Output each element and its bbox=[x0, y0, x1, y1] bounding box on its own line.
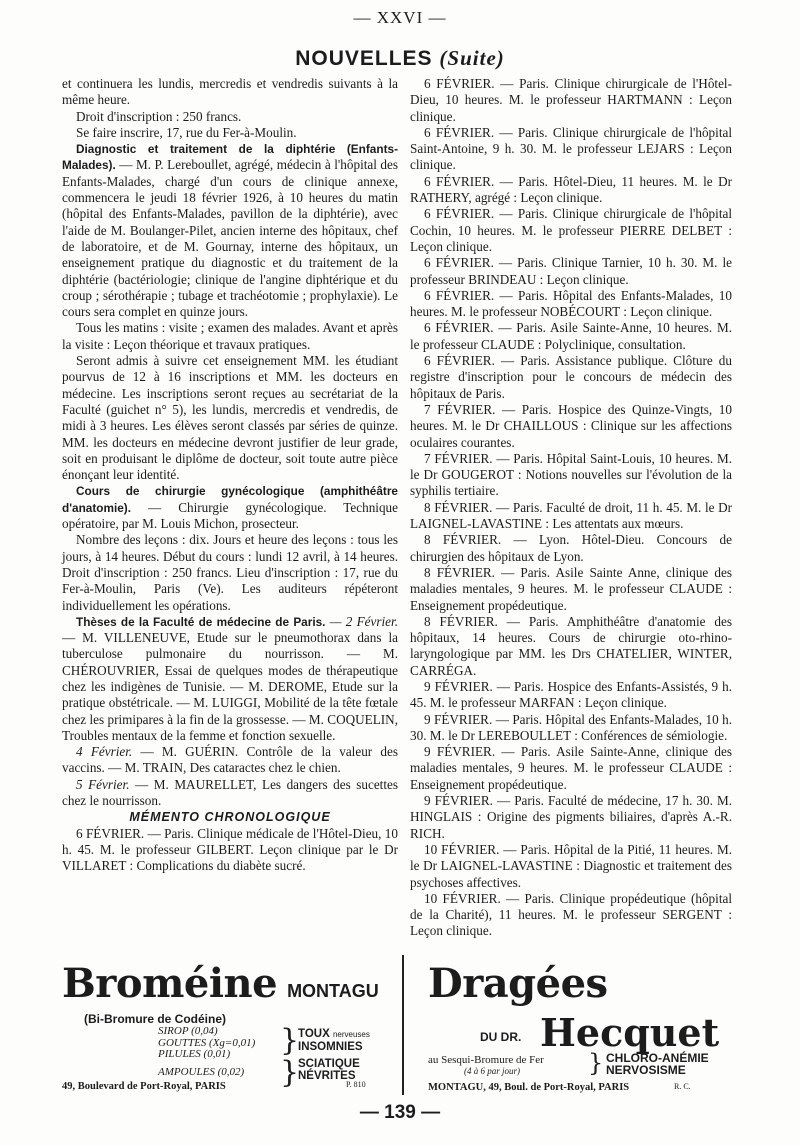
brace-icon: } bbox=[280, 1023, 300, 1058]
article-heading: Diagnostic et traitement de la diphtérie (Enfants-Malades). bbox=[62, 142, 398, 173]
paragraph: Se faire inscrire, 17, rue du Fer-à-Moulin. bbox=[76, 124, 297, 140]
memento-entry: 6 FÉVRIER. — Paris. Hôtel-Dieu, 11 heures. M. le Dr RATHERY, agrégé : Leçon clinique. bbox=[410, 173, 732, 206]
ad-indication-text: NERVOSISME bbox=[606, 1063, 686, 1077]
memento-entry: 8 FÉVRIER. — Paris. Amphithéâtre d'anatomie des hôpitaux, 14 heures. Cours de chirurgie oto-rhino-laryngologique par MM. les Drs CHATELIER, WINTER, CARRÉGA. bbox=[410, 613, 732, 678]
paragraph bbox=[62, 777, 398, 810]
ad-indication bbox=[606, 1052, 709, 1076]
memento-entry: 7 FÉVRIER. — Paris. Hospice des Quinze-Vingts, 10 heures. M. le Dr CHAILLOUS : Clinique sur les affections oculaires courantes. bbox=[410, 401, 732, 450]
ad-form: SIROP (0,04) bbox=[158, 1025, 218, 1037]
page-number: — 139 — bbox=[359, 1102, 441, 1123]
ad-indication bbox=[298, 1028, 370, 1053]
memento-entry: 8 FÉVRIER. — Paris. Asile Sainte Anne, clinique des maladies mentales, 9 heures. M. le professeur CLAUDE : Enseignement propédeutique. bbox=[410, 564, 732, 613]
ad-dosage-forms bbox=[158, 1026, 255, 1078]
ad-indication-text: INSOMNIES bbox=[298, 1041, 363, 1053]
article-text: — M. MAURELLET, Les dangers des sucettes chez le nourrisson. bbox=[62, 776, 398, 809]
article-text: — M. VILLENEUVE, Etude sur le pneumothorax dans la tuberculose pulmonaire du nourrisson. — M. CHÉROUVRIER, Essai de quelques modes de thérapeutique chez les indigènes de Tunisie. — M. DEROME, Etude sur la pratique obstétricale. — M. LUIGGI, Mobilité de la tête fœtale chez les primipares à la fin de la grossesse. — M. COQUELIN, Troubles mentaux de la femme et fonction sexuelle. bbox=[62, 630, 398, 743]
thesis-date: 4 Février. bbox=[76, 744, 133, 760]
article-gynecology bbox=[62, 483, 398, 532]
ad-reference: R. C. bbox=[674, 1082, 691, 1091]
ad-subtitle: (Bi-Bromure de Codéine) bbox=[84, 1012, 227, 1026]
memento-entry: 9 FÉVRIER. — Paris. Asile Sainte-Anne, clinique des maladies mentales, 9 heures. M. le professeur CLAUDE : Enseignement propédeutique. bbox=[410, 744, 732, 792]
article-diphtheria bbox=[62, 141, 398, 320]
ad-dose: (4 à 6 par jour) bbox=[464, 1066, 520, 1076]
article-heading: Cours de chirurgie gynécologique (amphithéâtre d'anatomie). bbox=[62, 484, 398, 515]
ad-indication-text: SCIATIQUE bbox=[298, 1058, 360, 1070]
ad-indication-text: TOUX bbox=[298, 1028, 330, 1040]
memento-entry: 8 FÉVRIER. — Paris. Faculté de droit, 11 h. 45. M. le Dr LAIGNEL-LAVASTINE : Les attentats aux mœurs. bbox=[410, 499, 732, 532]
memento-entry: 10 FÉVRIER. — Paris. Hôpital de la Pitié, 11 heures. M. le Dr LAIGNEL-LAVASTINE : Diagnostic et traitement des psychoses affectives. bbox=[410, 841, 732, 890]
memento-entry: 10 FÉVRIER. — Paris. Clinique propédeutique (hôpital de la Charité), 11 heures. M. le professeur SERGENT : Leçon clinique. bbox=[410, 890, 732, 939]
memento-heading: MÉMENTO CHRONOLOGIQUE bbox=[129, 810, 331, 825]
ad-form: AMPOULES (0,02) bbox=[158, 1065, 245, 1078]
article-text: — M. P. Lereboullet, agrégé, médecin à l'hôpital des Enfants-Malades, chargé d'un cours de clinique annexe, commencera le jeudi 18 février 1926, à 10 heures du matin (hôpital des Enfants-Malades, pavillon de la diphtérie), avec l'aide de M. Boulanger-Pilet, ancien interne des hôpitaux, chef de laboratoire, et de M. Gournay, interne des hôpitaux, un enseignement pratique du diagnostic et du traitement de la diphtérie (bactériologie; clinique de l'angine diphtérique et du croup ; sérothérapie ; tubage et trachéotomie ; prophylaxie). Le cours sera complet en quinze jours. bbox=[62, 157, 398, 320]
brace-icon: } bbox=[280, 1055, 300, 1090]
memento-entry: 6 FÉVRIER. — Paris. Clinique médicale de l'Hôtel-Dieu, 10 h. 45. M. le professeur GILBERT. Leçon clinique par le Dr VILLARET : Complications du diabète sucré. bbox=[62, 825, 398, 874]
right-column bbox=[410, 76, 732, 940]
ad-indication bbox=[298, 1058, 360, 1082]
ad-address: MONTAGU, 49, Boul. de Port-Royal, PARIS bbox=[428, 1082, 630, 1093]
memento-entry: 7 FÉVRIER. — Paris. Hôpital Saint-Louis, 10 heures. M. le Dr GOUGEROT : Notions nouvelles sur l'évolution de la syphilis tertiaire. bbox=[410, 450, 732, 499]
paragraph bbox=[62, 744, 398, 777]
ad-indication-note: nerveuses bbox=[332, 1030, 370, 1039]
ad-indication-text: CHLORO-ANÉMIE bbox=[606, 1051, 709, 1065]
paragraph: Tous les matins : visite ; examen des malades. Avant et après la visite : Leçon théorique et travaux pratiques. bbox=[62, 320, 398, 352]
section-title-suffix: (Suite) bbox=[439, 46, 505, 70]
article-text: — M. GUÉRIN. Contrôle de la valeur des vaccins. — M. TRAIN, Des cataractes chez le chien. bbox=[62, 744, 398, 776]
ad-maker-name: Hecquet bbox=[540, 1010, 720, 1055]
memento-entry: 6 FÉVRIER. — Paris. Clinique Tarnier, 10 h. 30. M. le professeur BRINDEAU : Leçon clinique. bbox=[410, 255, 732, 287]
memento-entry: 6 FÉVRIER. — Paris. Clinique chirurgicale de l'Hôtel-Dieu, 10 heures. M. le professeur HARTMANN : Leçon clinique. bbox=[410, 76, 732, 124]
paragraph: Seront admis à suivre cet enseignement MM. les étudiant pourvus de 12 à 16 inscriptions et MM. les docteurs en médecine. Les inscriptions seront reçues au secrétariat de la Faculté (guichet n° 5), les lundis, mercredis et vendredis, de midi à 3 heures. Les élèves seront classés par séries de quinze. MM. les docteurs en médecine devront justifier de leur grade, soit en produisant le diplôme de docteur, soit toute autre pièce énonçant leur identité. bbox=[62, 353, 398, 483]
paragraph: et continuera les lundis, mercredis et vendredis suivants à la même heure. bbox=[62, 76, 398, 108]
ad-maker-line bbox=[428, 1010, 728, 1054]
section-title: NOUVELLES bbox=[295, 47, 433, 70]
thesis-date: 5 Février. bbox=[76, 776, 130, 792]
memento-entry: 6 FÉVRIER. — Paris. Hôpital des Enfants-Malades, 10 heures. M. le professeur NOBÉCOURT : Leçon clinique. bbox=[410, 287, 732, 320]
memento-entry: 9 FÉVRIER. — Paris. Hospice des Enfants-Assistés, 9 h. 45. M. le professeur MARFAN : Leçon clinique. bbox=[410, 678, 732, 711]
memento-entry: 6 FÉVRIER. — Paris. Asile Sainte-Anne, 10 heures. M. le professeur CLAUDE : Polyclinique, consultation. bbox=[410, 320, 732, 352]
article-text: — Chirurgie gynécologique. Technique opératoire, par M. Louis Michon, prosecteur. bbox=[62, 499, 398, 532]
ad-address: 49, Boulevard de Port-Royal, PARIS bbox=[62, 1081, 226, 1092]
memento-entry: 6 FÉVRIER. — Paris. Clinique chirurgicale de l'hôpital Cochin, 10 heures. M. le professeur PIERRE DELBET : Leçon clinique. bbox=[410, 206, 732, 254]
thesis-date: — 2 Février. bbox=[329, 613, 398, 629]
ad-brand: MONTAGU bbox=[287, 981, 379, 1001]
advertisement-bromeine bbox=[62, 962, 388, 1097]
ad-form: PILULES (0,01) bbox=[158, 1048, 231, 1060]
ad-du: DU DR. bbox=[480, 1030, 522, 1044]
article-theses bbox=[62, 614, 398, 744]
paragraph: Droit d'inscription : 250 francs. bbox=[76, 108, 242, 124]
paragraph: Nombre des leçons : dix. Jours et heure des leçons : tous les jours, à 14 heures. Début du cours : lundi 12 avril, à 14 heures. Droit d'inscription : 250 francs. Lieu d'inscription : 17, rue du Fer-à-Moulin, Paris (Ve). Les auditeurs répéteront individuellement les opérations. bbox=[62, 532, 398, 613]
memento-entry: 9 FÉVRIER. — Paris. Faculté de médecine, 17 h. 30. M. HINGLAIS : Origine des pigments biliaires, d'après A.-R. RICH. bbox=[410, 793, 732, 841]
left-column bbox=[62, 76, 398, 875]
ad-indication-text: NÉVRITES bbox=[298, 1070, 356, 1082]
page-roman-number: — XXVI — bbox=[353, 8, 447, 27]
ad-product-name: Broméine bbox=[62, 960, 278, 1007]
memento-entry: 9 FÉVRIER. — Paris. Hôpital des Enfants-Malades, 10 h. 30. M. le Dr LEREBOULLET : Conférences de sémiologie. bbox=[410, 711, 732, 743]
page-title bbox=[0, 46, 800, 71]
ad-divider bbox=[402, 955, 404, 1095]
ad-reference: P. 810 bbox=[346, 1080, 366, 1089]
ad-product-name: Dragées bbox=[428, 960, 608, 1007]
memento-entry: 6 FÉVRIER. — Paris. Clinique chirurgicale de l'hôpital Saint-Antoine, 9 h. 30. M. le professeur LEJARS : Leçon clinique. bbox=[410, 124, 732, 173]
advertisement-hecquet bbox=[428, 962, 728, 1097]
brace-icon: } bbox=[588, 1049, 604, 1077]
memento-entry: 6 FÉVRIER. — Paris. Assistance publique. Clôture du registre d'inscription pour le concours de médecin des hôpitaux de Paris. bbox=[410, 353, 732, 401]
ad-composition: au Sesqui-Bromure de Fer bbox=[428, 1054, 544, 1066]
memento-entry: 8 FÉVRIER. — Lyon. Hôtel-Dieu. Concours de chirurgien des hôpitaux de Lyon. bbox=[410, 532, 732, 564]
article-heading: Thèses de la Faculté de médecine de Paris. bbox=[76, 614, 326, 629]
ad-form: GOUTTES (Xg=0,01) bbox=[158, 1036, 256, 1049]
